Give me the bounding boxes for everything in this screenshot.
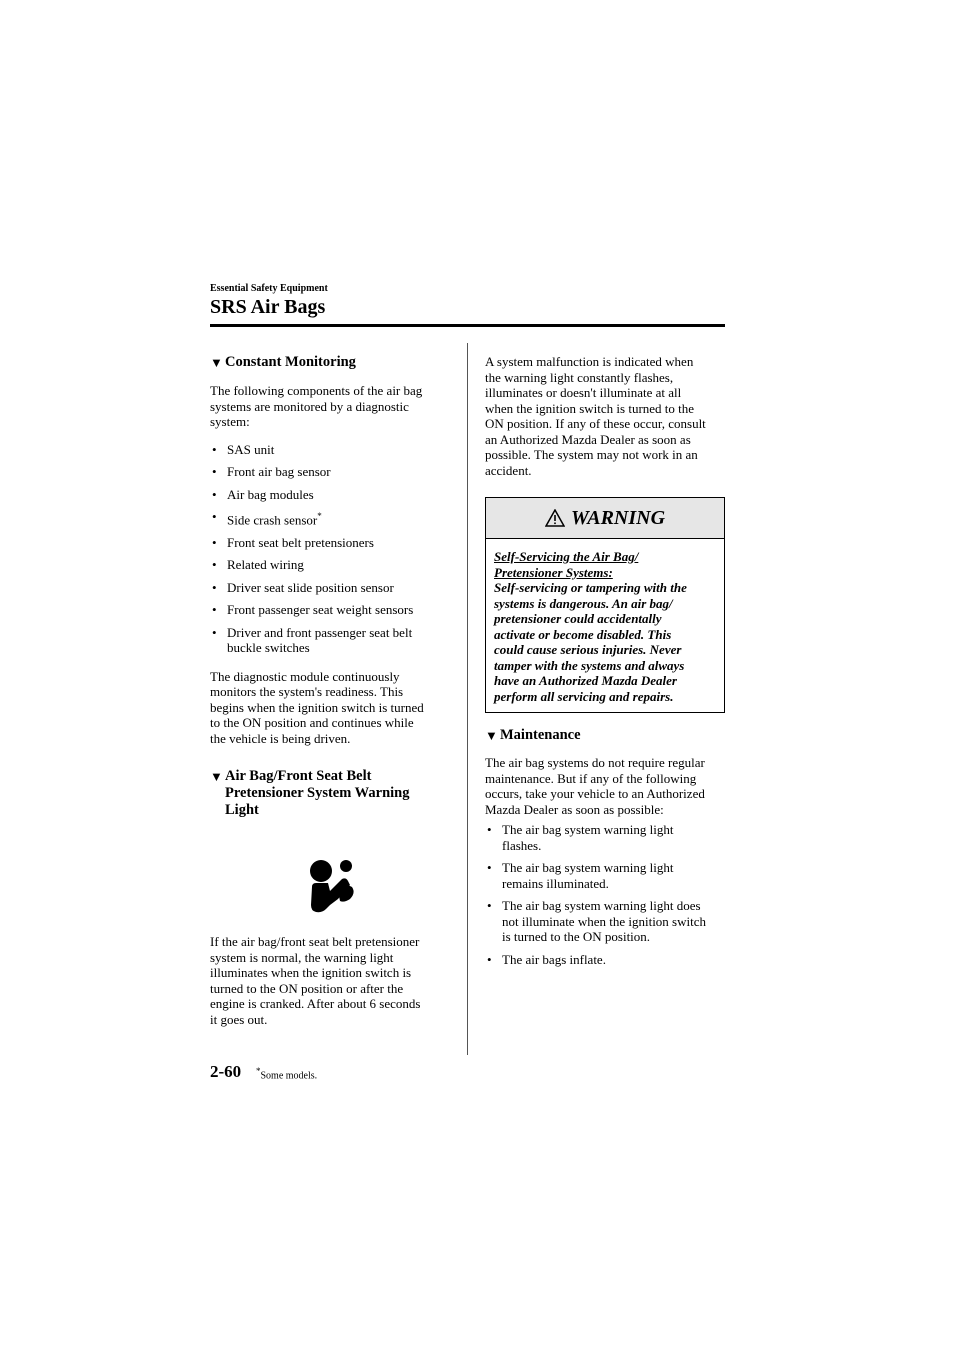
list-item: • Related wiring [212,557,304,573]
title-rule [210,324,725,327]
warning-header [486,498,724,539]
warning-box [485,497,725,713]
constant-monitoring-heading [210,354,450,371]
list-item: • SAS unit [212,441,275,457]
warning-subtitle: Self-Servicing the Air Bag/ Pretensioner Systems: [494,549,639,580]
list-item: • Front air bag sensor [212,464,331,479]
right-column [485,354,725,967]
heading-text: Maintenance [500,727,581,743]
column-divider [467,343,468,1055]
list-item: • Front passenger seat weight sensors [212,602,414,618]
maintenance-conditions-list [485,822,725,967]
star-footnote-mark: * [256,1066,261,1076]
footnote-text: Some models. [260,1070,318,1082]
triangle-down-icon: ▼ [485,728,498,743]
warning-label: WARNING [570,506,666,529]
page-title: SRS Air Bags [210,296,326,318]
section-label: Essential Safety Equipment [210,283,328,294]
monitored-components-list [210,442,450,656]
heading-text: Constant Monitoring [225,354,356,370]
footnote [256,1066,317,1081]
list-item: • The air bag system warning light does not illuminate when the ignition switch is turned to the ON position. [487,898,707,944]
heading-text: Air Bag/Front Seat Belt Pretensioner System Warning Light [225,768,410,819]
list-item: • Air bag modules [212,486,314,502]
list-item: • The air bag system warning light remains illuminated. [487,860,674,891]
triangle-down-icon: ▼ [210,769,223,785]
list-item: • Front seat belt pretensioners [212,534,374,550]
list-item: • The air bag system warning light flashes. [487,822,674,853]
list-item: • The air bags inflate. [487,951,606,967]
warning-triangle-icon [545,509,565,527]
list-item: • Driver and front passenger seat belt buckle switches [212,624,413,656]
list-item: • Driver seat slide position sensor [212,579,394,595]
warning-light-heading [210,768,450,819]
airbag-warning-icon [308,857,356,917]
monitoring-closing: The diagnostic module continuously monitors the system's readiness. This begins when the ignition switch is turned to the ON position and continues while the vehicle is being driven. [210,668,424,746]
page-number: 2-60 [210,1062,242,1081]
maintenance-intro: The air bag systems do not require regular maintenance. But if any of the following occurs, take your vehicle to an Authorized Mazda Dealer as soon as possible: [485,755,705,817]
triangle-down-icon: ▼ [210,355,223,370]
malfunction-paragraph: A system malfunction is indicated when the warning light constantly flashes, illuminates or doesn't illuminate at all when the ignition switch is turned to the ON position. If any of these occur, consult an Authorized Mazda Dealer as soon as possible. The system may not work in an accident. [485,354,706,478]
star-footnote-mark: * [317,511,322,521]
warning-body [486,539,724,712]
warning-light-description: If the air bag/front seat belt pretensioner system is normal, the warning light illuminates when the ignition switch is turned to the ON position or after the engine is cranked. After about 6 seconds it goes out. [210,934,421,1027]
list-item: • Side crash sensor* [212,509,322,528]
monitoring-intro: The following components of the air bag systems are monitored by a diagnostic system: [210,383,423,429]
maintenance-heading [485,727,725,744]
warning-text: Self-servicing or tampering with the systems is dangerous. An air bag/ pretensioner could accidentally activate or become disabled. This could cause serious injuries. Never tamper with the systems and always have an Authorized Mazda Dealer perform all servicing and repairs. [494,580,687,704]
left-column [210,354,450,1027]
